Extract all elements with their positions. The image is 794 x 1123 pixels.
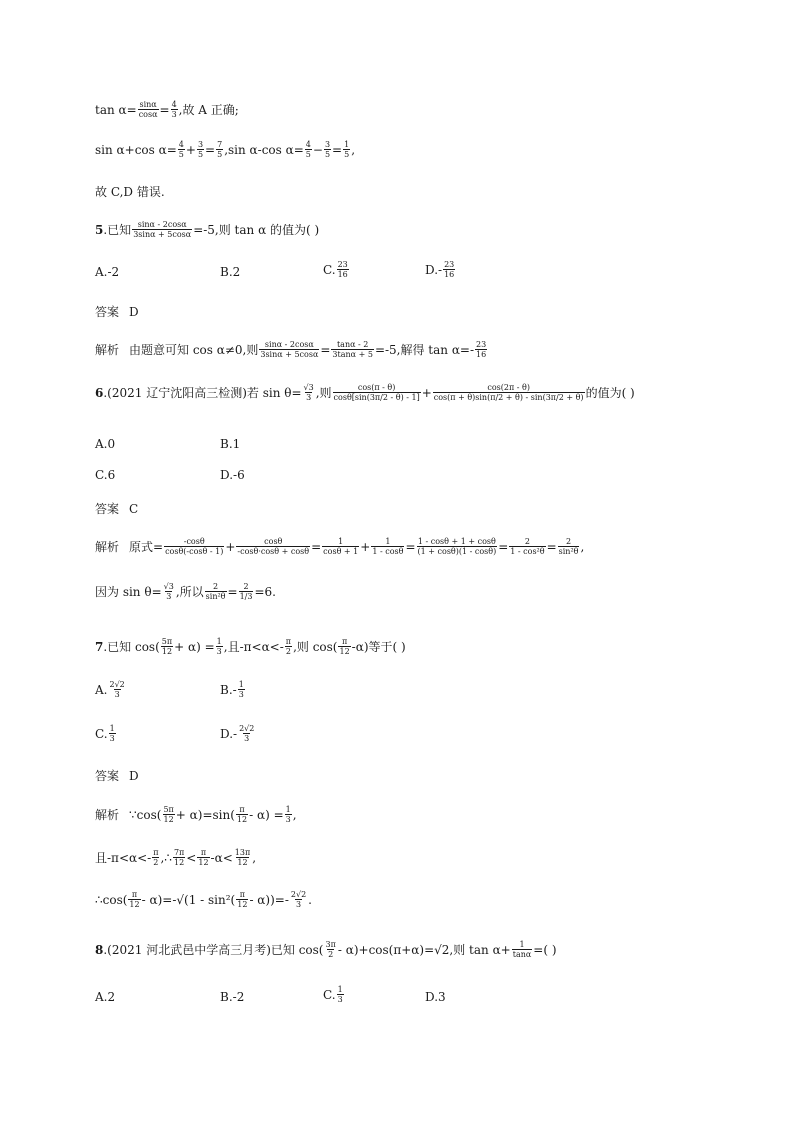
text: + (421, 385, 432, 400)
fraction: $\frac{\pi}{12}$ (129, 890, 140, 909)
text: + α)=sin( (175, 807, 235, 822)
option-b: B.- $\frac{1}{3}$ (220, 680, 244, 699)
answer-label: 答案 (95, 305, 120, 319)
text: ∵cos( (129, 807, 162, 822)
solution-line-conclusion (95, 183, 165, 200)
text: = (498, 539, 509, 554)
solution-label: 解析 (95, 540, 120, 554)
text: 故 C,D 错误. (95, 185, 165, 199)
option-c: C.6 (95, 468, 116, 482)
solution-label: 解析 (95, 343, 120, 357)
option-d: D.- $\frac{2√2}{3}$ (220, 724, 255, 743)
text: < (186, 850, 197, 865)
fraction: $\frac{\cos(\pi - \theta)}{\cos\theta[\sin(3\pi/2 - \theta) - 1]}$ (333, 383, 420, 402)
text: =( ) (533, 942, 557, 957)
solution-label: 解析 (95, 808, 120, 822)
text: = (311, 539, 322, 554)
fraction: $\frac{5\pi}{12}$ (161, 637, 173, 656)
option-c: C. $\frac{23}{16}$ (323, 260, 348, 279)
answer-value: D (129, 304, 139, 319)
text: 由题意可知 cos α≠0,则 (129, 343, 259, 357)
text: =-5,解得 tan α=- (374, 343, 475, 357)
fraction: $\frac{\pi}{12}$ (339, 637, 350, 656)
text: .已知 (103, 223, 132, 237)
text: , (292, 807, 297, 822)
fraction: $\frac{5\pi}{12}$ (163, 805, 174, 824)
fraction: $\frac{1}{1 - \cos\theta}$ (372, 537, 404, 556)
fraction: $\frac{2}{\text{sin²θ}}$ (205, 582, 226, 601)
answer-value: D (129, 768, 139, 783)
fraction: $\frac{-\cos\theta}{\cos\theta(-\cos\theta - 1)}$ (165, 537, 224, 556)
text: = (205, 142, 216, 157)
option-c: C. $\frac{1}{3}$ (323, 985, 343, 1004)
text: = (159, 102, 170, 117)
text: + (225, 539, 236, 554)
text: 的值为( ) (585, 386, 635, 400)
text: ,∴ (160, 850, 172, 865)
fraction: $\frac{13\pi}{12}$ (234, 848, 251, 867)
text: 因为 sin θ= (95, 585, 162, 599)
text: - α) = (249, 807, 284, 822)
question-6 (95, 383, 635, 402)
question-number: 6 (95, 385, 104, 400)
text: ,sin α-cos α= (224, 142, 304, 157)
text: ,所以 (175, 585, 204, 599)
option-b: B.2 (220, 265, 241, 279)
answer-label: 答案 (95, 502, 120, 516)
fraction: $\frac{1}{3}$ (285, 805, 291, 824)
text: 且-π<α<- (95, 851, 152, 865)
fraction: $\frac{\cos\theta}{-\cos\theta\cdot\cos\theta + \cos\theta}$ (237, 537, 310, 556)
text: =-5,则 tan α 的值为( ) (193, 223, 320, 237)
solution-7 (95, 805, 297, 824)
text: ,故 A 正确; (178, 103, 239, 117)
question-5 (95, 220, 319, 239)
fraction: $\frac{2}{\text{sin²θ}}$ (558, 537, 579, 556)
fraction: $\frac{\sin\alpha}{\cos\alpha}$ (138, 100, 158, 119)
fraction: $\frac{\pi}{2}$ (285, 637, 292, 656)
option-a: A.-2 (95, 265, 120, 279)
text: -α< (210, 850, 233, 865)
question-number: 7 (95, 639, 104, 654)
fraction: $\frac{1}{3}$ (216, 637, 222, 656)
option-d: D.- $\frac{23}{16}$ (425, 260, 455, 279)
text: − (312, 142, 323, 157)
question-8 (95, 940, 557, 959)
answer-6 (95, 500, 138, 517)
text: - α))=- (249, 892, 289, 907)
answer-5 (95, 303, 139, 320)
fraction: $\frac{\sin\alpha - 2\cos\alpha}{3\sin\alpha + 5\cos\alpha}$ (260, 340, 319, 359)
fraction: $\frac{2}{\text{1 - cos²θ}}$ (510, 537, 545, 556)
fraction: $\frac{√3}{3}$ (163, 582, 174, 601)
fraction: $\frac{\pi}{12}$ (198, 848, 209, 867)
text: + α) = (174, 639, 215, 654)
text: = (332, 142, 343, 157)
solution-5 (95, 340, 488, 359)
fraction: $\frac{3}{5}$ (197, 140, 204, 159)
solution-7-range (95, 848, 256, 867)
question-number: 8 (95, 942, 104, 957)
fraction: $\frac{2}{1/3}$ (239, 582, 253, 601)
text: , (580, 539, 585, 554)
solution-6 (95, 537, 584, 556)
fraction: $\frac{\pi}{12}$ (236, 805, 248, 824)
option-a: A.2 (95, 990, 116, 1004)
text: - α)=-√(1 - sin²( (141, 892, 236, 907)
text: .已知 cos( (103, 640, 160, 654)
fraction: $\frac{1 - \cos\theta + 1 + \cos\theta}{(1 + \cos\theta)(1 - \cos\theta)}$ (417, 537, 497, 556)
text: = (546, 539, 557, 554)
text: - α)+cos(π+α)=√2,则 tan α+ (337, 943, 511, 957)
text: 原式= (129, 540, 164, 554)
fraction: $\frac{\pi}{2}$ (153, 848, 159, 867)
fraction: $\frac{\sin\alpha - 2\cos\alpha}{3\sin\alpha + 5\cos\alpha}$ (133, 220, 192, 239)
text: ,则 cos( (293, 640, 338, 654)
fraction: $\frac{7}{5}$ (217, 140, 223, 159)
fraction: $\frac{7\pi}{12}$ (173, 848, 185, 867)
fraction: $\frac{4}{5}$ (305, 140, 311, 159)
answer-value: C (129, 501, 139, 516)
text: sin α+cos α= (95, 142, 177, 157)
fraction: $\frac{1}{5}$ (344, 140, 350, 159)
option-b: B.-2 (220, 990, 245, 1004)
fraction: $\frac{3\pi}{2}$ (325, 940, 336, 959)
text: ,且-π<α<- (223, 640, 284, 654)
fraction: $\frac{2√2}{3}$ (290, 890, 307, 909)
fraction: $\frac{\tan\alpha - 2}{3\tan\alpha + 5}$ (332, 340, 373, 359)
fraction: $\frac{\pi}{12}$ (237, 890, 248, 909)
solution-7-result (95, 890, 312, 909)
text: = (227, 584, 238, 599)
text: .(2021 辽宁沈阳高三检测)若 sin θ= (103, 386, 302, 400)
text: tan α= (95, 102, 137, 117)
fraction: $\frac{3}{5}$ (324, 140, 331, 159)
option-b: B.1 (220, 437, 241, 451)
question-number: 5 (95, 222, 104, 237)
text: -α)等于( ) (351, 640, 406, 654)
fraction: $\frac{23}{16}$ (476, 340, 487, 359)
text: =6. (254, 584, 276, 599)
fraction: $\frac{\cos(2\pi - \theta)}{\cos(\pi + \theta)\sin(\pi/2 + \theta) - \sin(3\pi/2 + \theta)}$ (433, 383, 584, 402)
text: ,则 (315, 386, 332, 400)
fraction: $\frac{4}{5}$ (178, 140, 184, 159)
fraction: $\frac{√3}{3}$ (303, 383, 314, 402)
text: = (320, 342, 331, 357)
text: + (185, 142, 196, 157)
option-c: C. $\frac{1}{3}$ (95, 724, 115, 743)
text: , (351, 142, 356, 157)
text: , (252, 850, 257, 865)
option-a: A. $\frac{2√2}{3}$ (95, 680, 125, 699)
text: = (405, 539, 416, 554)
fraction: $\frac{1}{\cos\theta + 1}$ (323, 537, 359, 556)
solution-6-cont (95, 582, 276, 601)
text: + (360, 539, 371, 554)
text: .(2021 河北武邑中学高三月考)已知 cos( (103, 943, 324, 957)
fraction: $\frac{1}{\tan\alpha}$ (512, 940, 532, 959)
solution-line-tan (95, 100, 239, 119)
option-d: D.-6 (220, 468, 245, 482)
fraction: $\frac{4}{3}$ (171, 100, 177, 119)
answer-7 (95, 767, 139, 784)
answer-label: 答案 (95, 769, 120, 783)
text: . (308, 892, 312, 907)
solution-line-sum (95, 140, 355, 159)
text: ∴cos( (95, 892, 128, 907)
option-a: A.0 (95, 437, 116, 451)
question-7 (95, 637, 406, 656)
option-d: D.3 (425, 990, 446, 1004)
